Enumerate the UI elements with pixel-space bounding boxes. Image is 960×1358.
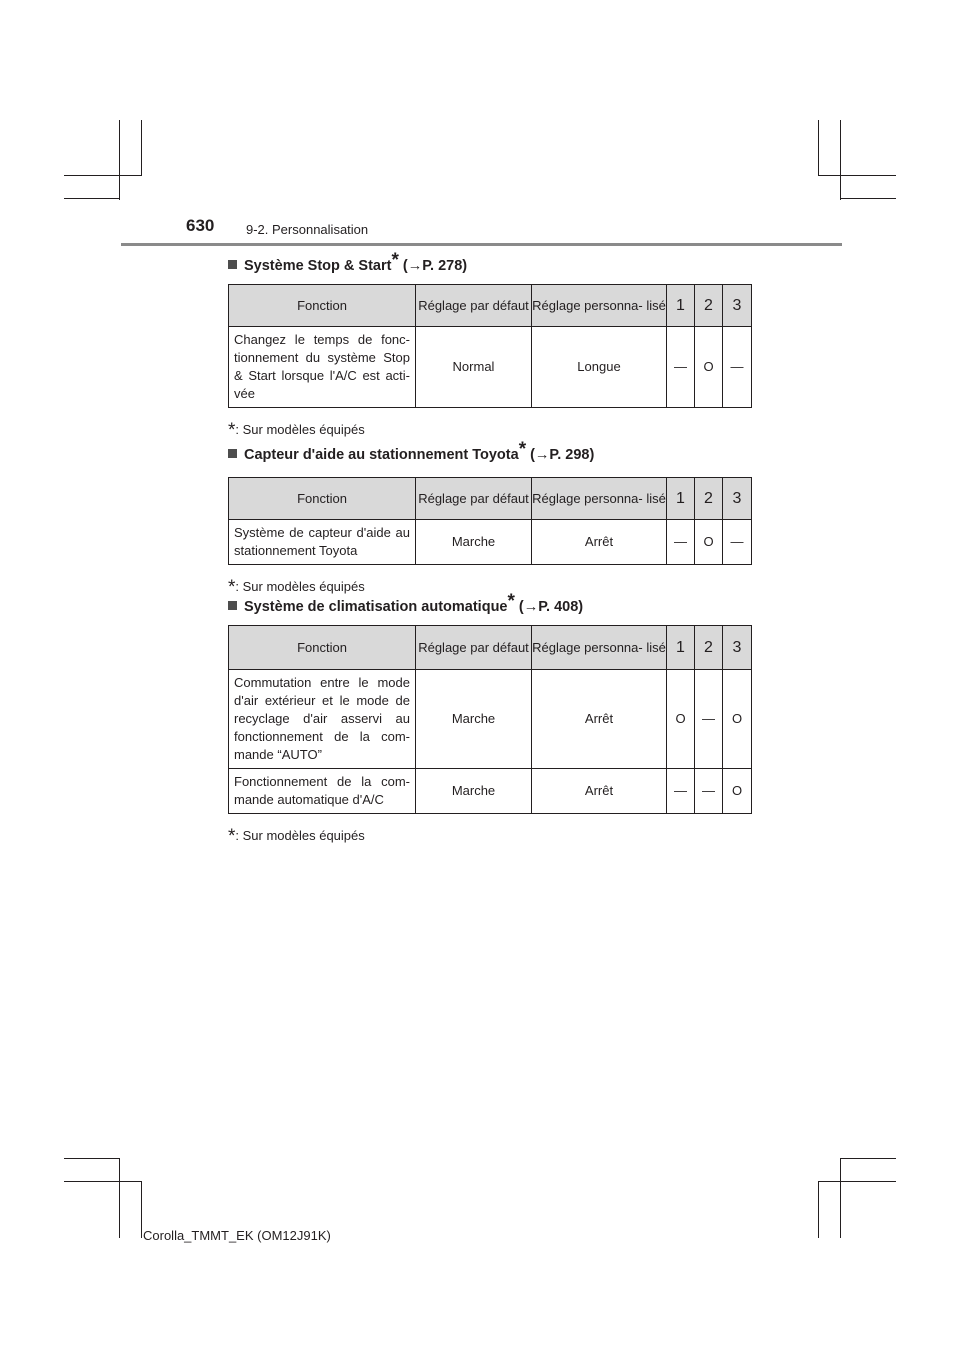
cell-mark-1: — (667, 327, 695, 408)
crop-mark (818, 175, 896, 176)
crop-mark (141, 1181, 142, 1238)
footnote (228, 824, 752, 847)
cell-mark-2: — (695, 670, 723, 769)
cell-function: Changez le temps de fonc- tionnement du système Stop & Start lorsque l'A/C est acti- vée (229, 327, 416, 408)
circled-1-icon: 1 (667, 478, 695, 520)
cell-default: Normal (416, 327, 532, 408)
section-auto-climate (228, 591, 752, 847)
section-title-text: Système Stop & Start (244, 258, 392, 274)
page-reference-link[interactable]: (→P. 298) (530, 447, 595, 463)
section-title-text: Capteur d'aide au stationnement Toyota (244, 447, 519, 463)
table-row (229, 670, 752, 769)
header-default: Réglage par défaut (416, 626, 532, 670)
table-header-row (229, 285, 752, 327)
cell-default: Marche (416, 769, 532, 814)
footnote-asterisk: * (228, 420, 236, 441)
circled-2-icon: 2 (695, 626, 723, 670)
table-row (229, 520, 752, 565)
crop-mark (64, 198, 120, 199)
footnote-text: : Sur modèles équipés (235, 828, 365, 843)
crop-mark (64, 175, 142, 176)
crop-mark (141, 120, 142, 176)
header-function: Fonction (229, 626, 416, 670)
header-default: Réglage par défaut (416, 478, 532, 520)
footnote (228, 418, 752, 441)
section-title (228, 250, 752, 274)
cell-custom: Longue (532, 327, 667, 408)
cell-mark-3: — (723, 520, 752, 565)
chapter-title: 9-2. Personnalisation (246, 222, 369, 237)
cell-mark-3: O (723, 769, 752, 814)
crop-mark (840, 1158, 841, 1238)
table-header-row (229, 626, 752, 670)
cell-function: Commutation entre le mode d'air extérieur et le mode de recyclage d'air asservi au fonctionnement de la com- mande “AUTO” (229, 670, 416, 769)
section-title (228, 439, 752, 463)
section-title (228, 591, 752, 615)
circled-3-icon: 3 (723, 626, 752, 670)
section-title-text: Système de climatisation automatique (244, 599, 508, 615)
cell-mark-3: O (723, 670, 752, 769)
crop-mark (818, 120, 819, 176)
square-bullet-icon (228, 449, 237, 458)
table-row (229, 327, 752, 408)
crop-mark (840, 120, 841, 200)
settings-table (228, 284, 752, 408)
crop-mark (119, 1158, 120, 1238)
crop-mark (818, 1181, 819, 1238)
circled-1-icon: 1 (667, 626, 695, 670)
header-divider (121, 243, 842, 246)
footnote-text: : Sur modèles équipés (235, 579, 365, 594)
document-footer: Corolla_TMMT_EK (OM12J91K) (143, 1228, 331, 1243)
circled-3-icon: 3 (723, 285, 752, 327)
cell-custom: Arrêt (532, 520, 667, 565)
circled-1-icon: 1 (667, 285, 695, 327)
cell-default: Marche (416, 670, 532, 769)
cell-mark-1: — (667, 520, 695, 565)
crop-mark (64, 1181, 142, 1182)
page-reference-link[interactable]: (→P. 278) (402, 258, 468, 274)
cell-mark-1: — (667, 769, 695, 814)
cell-mark-2: O (695, 520, 723, 565)
table-row (229, 769, 752, 814)
header-custom: Réglage personna- lisé (532, 626, 667, 670)
cell-mark-2: — (695, 769, 723, 814)
settings-table (228, 477, 752, 565)
cell-function: Fonctionnement de la com- mande automatique d'A/C (229, 769, 416, 814)
square-bullet-icon (228, 601, 237, 610)
header-default: Réglage par défaut (416, 285, 532, 327)
crop-mark (840, 198, 896, 199)
settings-table (228, 625, 752, 814)
circled-3-icon: 3 (723, 478, 752, 520)
footnote (228, 575, 752, 598)
crop-mark (818, 1181, 896, 1182)
cell-custom: Arrêt (532, 769, 667, 814)
cell-mark-3: — (723, 327, 752, 408)
cell-custom: Arrêt (532, 670, 667, 769)
footnote-asterisk: * (228, 577, 236, 598)
footnote-asterisk: * (228, 826, 236, 847)
square-bullet-icon (228, 260, 237, 269)
cell-mark-2: O (695, 327, 723, 408)
header-custom: Réglage personna- lisé (532, 285, 667, 327)
page-number: 630 (186, 216, 215, 235)
crop-mark (64, 1158, 120, 1159)
circled-2-icon: 2 (695, 478, 723, 520)
page-reference-link[interactable]: (→P. 408) (518, 599, 584, 615)
crop-mark (119, 120, 120, 200)
crop-mark (840, 1158, 896, 1159)
cell-mark-1: O (667, 670, 695, 769)
cell-function: Système de capteur d'aide au stationnement Toyota (229, 520, 416, 565)
footnote-text: : Sur modèles équipés (235, 422, 365, 437)
asterisk: * (507, 591, 515, 612)
header-function: Fonction (229, 478, 416, 520)
section-stop-start (228, 250, 752, 441)
header-function: Fonction (229, 285, 416, 327)
asterisk: * (391, 250, 399, 271)
table-header-row (229, 478, 752, 520)
cell-default: Marche (416, 520, 532, 565)
header-custom: Réglage personna- lisé (532, 478, 667, 520)
asterisk: * (518, 439, 527, 460)
section-parking-sensor (228, 439, 752, 598)
circled-2-icon: 2 (695, 285, 723, 327)
